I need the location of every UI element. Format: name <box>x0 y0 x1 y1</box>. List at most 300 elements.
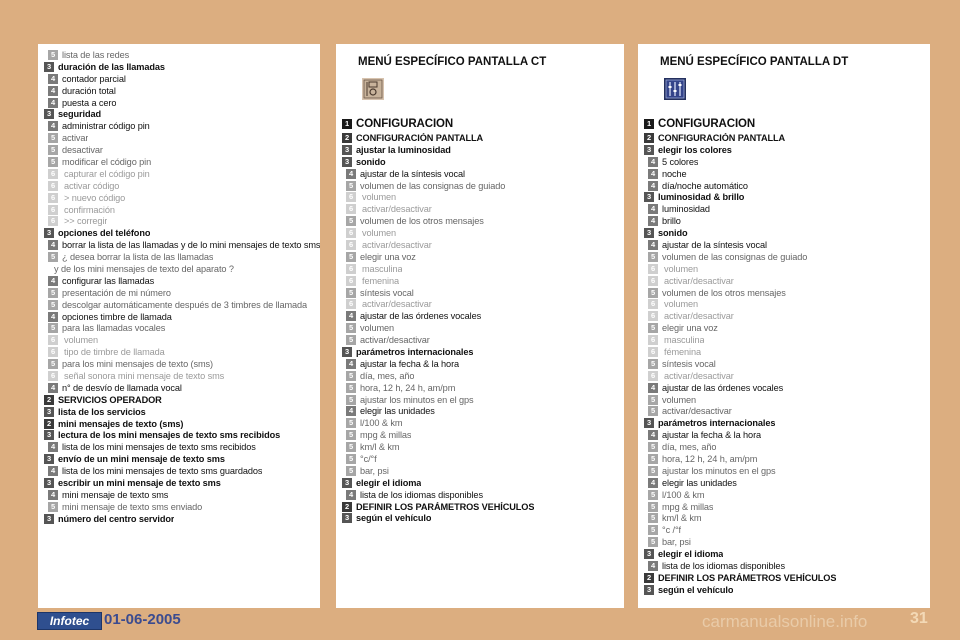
menu-item-label: y de los mini mensajes de texto del aparato ? <box>54 263 234 274</box>
menu-item-label: administrar código pin <box>62 121 150 132</box>
menu-item-label: volumen de las consignas de guiado <box>360 180 506 191</box>
menu-item-label: elegir las unidades <box>662 477 737 488</box>
menu-item-level-4 <box>346 310 624 322</box>
level-badge: 6 <box>346 276 356 286</box>
level-badge: 6 <box>48 181 58 191</box>
menu-item-level-3 <box>44 513 320 525</box>
menu-item-label: noche <box>662 168 687 179</box>
level-badge: 4 <box>48 98 58 108</box>
level-badge: 5 <box>346 442 356 452</box>
level-badge: 5 <box>48 133 58 143</box>
menu-item-level-3 <box>342 477 624 489</box>
menu-item-level-5 <box>648 394 930 406</box>
menu-item-level-4 <box>48 120 320 132</box>
menu-item-level-6 <box>346 275 624 287</box>
level-badge: 3 <box>342 478 352 488</box>
level-badge: 5 <box>48 359 58 369</box>
level-badge: 3 <box>644 549 654 559</box>
menu-item-level-6 <box>48 192 320 204</box>
menu-item-label: sonido <box>658 228 688 239</box>
menu-item-level-1 <box>644 116 930 132</box>
menu-item-level-4 <box>648 215 930 227</box>
menu-item-label: fémenina <box>664 346 701 357</box>
menu-item-level-3 <box>644 227 930 239</box>
menu-item-level-4 <box>346 168 624 180</box>
dt-screen-icon <box>664 78 686 100</box>
menu-item-label: activar/desactivar <box>362 204 432 215</box>
menu-item-level-5 <box>648 524 930 536</box>
menu-item-label: CONFIGURACIÓN PANTALLA <box>356 132 484 143</box>
level-badge: 3 <box>342 157 352 167</box>
watermark: carmanualsonline.info <box>702 612 868 631</box>
level-badge: 5 <box>648 502 658 512</box>
menu-item-label: luminosidad <box>662 204 710 215</box>
level-badge: 4 <box>48 383 58 393</box>
menu-item-level-6 <box>648 298 930 310</box>
level-badge: 4 <box>48 74 58 84</box>
menu-item-label: ajustar de la síntesis vocal <box>662 239 767 250</box>
menu-item-level-4 <box>648 429 930 441</box>
menu-item-label: elegir una voz <box>360 251 416 262</box>
menu-item-level-5 <box>48 299 320 311</box>
level-badge: 2 <box>44 419 54 429</box>
menu-item-label: bar, psi <box>360 465 389 476</box>
menu-item-level-5 <box>346 180 624 192</box>
menu-item-level-5 <box>48 132 320 144</box>
menu-item-label: síntesis vocal <box>360 287 414 298</box>
level-badge: 6 <box>648 311 658 321</box>
menu-item-level-4 <box>48 382 320 394</box>
level-badge: 4 <box>346 311 356 321</box>
menu-item-level-4 <box>648 382 930 394</box>
menu-item-level-5 <box>346 429 624 441</box>
menu-item-level-3 <box>44 453 320 465</box>
level-badge: 6 <box>346 228 356 238</box>
menu-item-label: lista de los servicios <box>58 406 146 417</box>
menu-item-level-5 <box>48 287 320 299</box>
level-badge: 4 <box>648 240 658 250</box>
menu-item-label: °c/°f <box>360 453 377 464</box>
logo-text: Infotec <box>49 614 90 628</box>
menu-item-level-4 <box>48 73 320 85</box>
menu-item-level-4 <box>48 85 320 97</box>
menu-item-level-4 <box>648 203 930 215</box>
level-badge: 4 <box>48 490 58 500</box>
menu-item-label: ajustar la luminosidad <box>356 144 451 155</box>
level-badge: 3 <box>342 145 352 155</box>
menu-item-label: volumen de las consignas de guiado <box>662 251 808 262</box>
menu-item-level-6 <box>648 370 930 382</box>
menu-item-level-5 <box>346 251 624 263</box>
section-title-ct: MENÚ ESPECÍFICO PANTALLA CT <box>358 56 547 68</box>
level-badge: 5 <box>346 383 356 393</box>
menu-item-label: masculina <box>362 263 403 274</box>
menu-item-level-4 <box>346 358 624 370</box>
menu-item-label: volumen <box>362 192 397 203</box>
menu-item-level-5 <box>346 382 624 394</box>
menu-item-level-2 <box>342 501 624 513</box>
menu-item-label: ajustar de las órdenes vocales <box>360 311 482 322</box>
section-title-dt: MENÚ ESPECÍFICO PANTALLA DT <box>660 56 849 68</box>
level-badge: 4 <box>648 216 658 226</box>
menu-item-label: mini mensajes de texto (sms) <box>58 418 184 429</box>
menu-item-level-5 <box>346 370 624 382</box>
menu-item-label: bar, psi <box>662 537 691 548</box>
menu-item-label: lista de los idiomas disponibles <box>360 489 483 500</box>
menu-item-label: sonido <box>356 156 386 167</box>
menu-item-level-3 <box>44 430 320 442</box>
menu-item-level-1 <box>342 116 624 132</box>
infotec-logo <box>37 612 102 630</box>
menu-item-label: duración de las llamadas <box>58 61 165 72</box>
menu-item-label: l/100 & km <box>662 489 705 500</box>
menu-item-label: mini mensaje de texto sms <box>62 489 169 500</box>
level-badge: 5 <box>346 418 356 428</box>
menu-item-level-4 <box>48 97 320 109</box>
menu-item-level-4 <box>648 239 930 251</box>
level-badge: 5 <box>346 430 356 440</box>
menu-item-label: CONFIGURACIÓN PANTALLA <box>658 132 786 143</box>
level-badge: 3 <box>644 585 654 595</box>
menu-item-label: duración total <box>62 85 116 96</box>
level-badge: 6 <box>48 335 58 345</box>
menu-item-level-6 <box>648 263 930 275</box>
menu-item-label: día, mes, año <box>662 442 717 453</box>
menu-item-label: mpg & millas <box>360 430 412 441</box>
menu-item-level-3 <box>44 406 320 418</box>
menu-item-level-6 <box>346 239 624 251</box>
menu-item-level-4 <box>648 156 930 168</box>
level-badge: 1 <box>342 119 352 129</box>
menu-item-label: tipo de timbre de llamada <box>64 347 165 358</box>
menu-item-level-cont <box>38 263 320 275</box>
menu-item-level-5 <box>346 453 624 465</box>
level-badge: 5 <box>648 395 658 405</box>
level-badge: 2 <box>342 133 352 143</box>
menu-item-level-5 <box>48 322 320 334</box>
level-badge: 5 <box>648 406 658 416</box>
level-badge: 5 <box>648 466 658 476</box>
menu-item-level-5 <box>648 287 930 299</box>
menu-item-label: contador parcial <box>62 73 126 84</box>
level-badge: 5 <box>346 288 356 298</box>
menu-item-label: femenina <box>362 275 399 286</box>
level-badge: 6 <box>648 264 658 274</box>
menu-item-level-4 <box>48 465 320 477</box>
menu-item-label: CONFIGURACIÓN <box>658 118 756 130</box>
column-left <box>38 44 320 608</box>
level-badge: 4 <box>48 312 58 322</box>
menu-item-label: elegir las unidades <box>360 406 435 417</box>
menu-item-label: presentación de mi número <box>62 287 171 298</box>
level-badge: 5 <box>48 502 58 512</box>
menu-item-level-4 <box>648 477 930 489</box>
menu-item-label: borrar la lista de las llamadas y de lo mini mensajes de texto sms <box>62 240 320 251</box>
menu-item-level-3 <box>44 61 320 73</box>
menu-item-label: luminosidad & brillo <box>658 192 745 203</box>
level-badge: 5 <box>346 216 356 226</box>
menu-item-level-3 <box>44 477 320 489</box>
menu-item-level-4 <box>48 275 320 287</box>
level-badge: 5 <box>648 454 658 464</box>
level-badge: 4 <box>48 466 58 476</box>
level-badge: 5 <box>648 513 658 523</box>
menu-item-label: CONFIGURACIÓN <box>356 118 454 130</box>
menu-item-label: envío de un mini mensaje de texto sms <box>58 454 225 465</box>
level-badge: 4 <box>346 169 356 179</box>
menu-item-label: > nuevo código <box>64 192 126 203</box>
level-badge: 4 <box>346 406 356 416</box>
level-badge: 4 <box>648 204 658 214</box>
menu-item-label: volumen <box>362 228 397 239</box>
menu-item-level-5 <box>648 536 930 548</box>
menu-item-label: activar <box>62 133 89 144</box>
level-badge: 6 <box>48 371 58 381</box>
menu-item-label: volumen <box>664 263 699 274</box>
level-badge: 6 <box>48 193 58 203</box>
level-badge: 3 <box>44 430 54 440</box>
menu-item-label: >> corregir <box>64 216 108 227</box>
menu-item-level-5 <box>648 441 930 453</box>
level-badge: 3 <box>44 109 54 119</box>
level-badge: 4 <box>48 121 58 131</box>
level-badge: 6 <box>346 192 356 202</box>
menu-item-label: puesta a cero <box>62 97 117 108</box>
menu-item-level-3 <box>644 191 930 203</box>
menu-item-label: lista de los idiomas disponibles <box>662 561 785 571</box>
menu-item-level-4 <box>48 489 320 501</box>
level-badge: 5 <box>346 395 356 405</box>
level-badge: 5 <box>346 181 356 191</box>
level-badge: 4 <box>648 478 658 488</box>
level-badge: 4 <box>648 157 658 167</box>
menu-item-level-6 <box>346 227 624 239</box>
menu-item-label: lectura de los mini mensajes de texto sms recibidos <box>58 430 281 441</box>
menu-item-label: hora, 12 h, 24 h, am/pm <box>360 382 456 393</box>
menu-item-level-6 <box>648 334 930 346</box>
level-badge: 2 <box>44 395 54 405</box>
menu-item-label: 5 colores <box>662 156 699 167</box>
menu-item-label: escribir un mini mensaje de texto sms <box>58 478 221 488</box>
menu-item-label: ajustar de las órdenes vocales <box>662 382 784 393</box>
menu-item-label: opciones del teléfono <box>58 228 151 239</box>
level-badge: 5 <box>48 145 58 155</box>
level-badge: 3 <box>44 228 54 238</box>
menu-item-label: ajustar la fecha & la hora <box>662 430 762 441</box>
menu-item-label: lista de las redes <box>62 49 130 60</box>
level-badge: 4 <box>648 561 658 571</box>
menu-item-label: °c /°f <box>662 525 681 536</box>
menu-item-level-2 <box>44 418 320 430</box>
level-badge: 5 <box>648 525 658 535</box>
level-badge: 5 <box>648 252 658 262</box>
menu-item-level-6 <box>48 215 320 227</box>
menu-item-level-2 <box>342 132 624 144</box>
menu-item-label: capturar el código pin <box>64 168 150 179</box>
menu-item-level-3 <box>644 548 930 560</box>
menu-item-label: día, mes, año <box>360 370 415 381</box>
menu-item-label: volumen de los otros mensajes <box>360 216 484 227</box>
menu-item-label: km/l & km <box>662 513 702 524</box>
menu-item-level-5 <box>648 322 930 334</box>
menu-item-label: elegir el idioma <box>356 477 422 488</box>
menu-item-label: km/l & km <box>360 442 400 453</box>
menu-tree-ct <box>336 109 624 524</box>
menu-tree-left <box>38 44 320 525</box>
menu-item-level-5 <box>346 417 624 429</box>
level-badge: 5 <box>648 442 658 452</box>
menu-item-label: mpg & millas <box>662 501 714 512</box>
menu-item-level-4 <box>48 311 320 323</box>
level-badge: 5 <box>48 50 58 60</box>
level-badge: 3 <box>44 407 54 417</box>
menu-item-label: día/noche automático <box>662 180 748 191</box>
menu-item-label: opciones timbre de llamada <box>62 311 172 322</box>
ct-screen-icon <box>362 78 384 100</box>
level-badge: 6 <box>648 299 658 309</box>
menu-item-label: activar/desactivar <box>360 335 430 346</box>
menu-item-level-5 <box>346 334 624 346</box>
menu-item-label: SERVICIOS OPERADOR <box>58 394 162 405</box>
menu-item-level-5 <box>346 394 624 406</box>
menu-item-label: DEFINIR LOS PARÁMETROS VEHÍCULOS <box>356 501 535 512</box>
level-badge: 5 <box>48 300 58 310</box>
level-badge: 4 <box>48 86 58 96</box>
level-badge: 2 <box>644 133 654 143</box>
level-badge: 4 <box>648 383 658 393</box>
level-badge: 5 <box>48 323 58 333</box>
menu-item-label: ajustar de la síntesis vocal <box>360 168 465 179</box>
level-badge: 4 <box>346 359 356 369</box>
menu-item-level-5 <box>48 156 320 168</box>
menu-item-level-4 <box>346 405 624 417</box>
level-badge: 3 <box>644 145 654 155</box>
menu-item-level-5 <box>48 501 320 513</box>
level-badge: 5 <box>346 454 356 464</box>
level-badge: 3 <box>44 454 54 464</box>
menu-item-level-5 <box>648 358 930 370</box>
menu-item-level-2 <box>644 572 930 584</box>
menu-item-label: ¿ desea borrar la lista de las llamadas <box>62 252 214 263</box>
menu-item-level-6 <box>48 204 320 216</box>
menu-item-level-3 <box>342 346 624 358</box>
menu-item-label: n° de desvío de llamada vocal <box>62 382 182 393</box>
menu-item-label: elegir el idioma <box>658 549 724 560</box>
menu-item-level-6 <box>48 334 320 346</box>
level-badge: 5 <box>648 323 658 333</box>
level-badge: 5 <box>648 288 658 298</box>
menu-item-label: DEFINIR LOS PARÁMETROS VEHÍCULOS <box>658 572 837 583</box>
menu-item-level-4 <box>648 560 930 572</box>
level-badge: 1 <box>644 119 654 129</box>
menu-item-level-3 <box>644 144 930 156</box>
menu-item-label: elegir los colores <box>658 144 732 155</box>
level-badge: 3 <box>342 347 352 357</box>
menu-item-label: volumen <box>662 394 697 405</box>
level-badge: 3 <box>644 228 654 238</box>
level-badge: 3 <box>44 478 54 488</box>
level-badge: 3 <box>342 513 352 523</box>
menu-item-level-6 <box>346 191 624 203</box>
level-badge: 5 <box>346 335 356 345</box>
level-badge: 4 <box>648 169 658 179</box>
level-badge: 4 <box>48 442 58 452</box>
menu-item-level-6 <box>48 370 320 382</box>
menu-item-level-5 <box>648 251 930 263</box>
menu-item-level-5 <box>48 358 320 370</box>
level-badge: 6 <box>648 335 658 345</box>
menu-item-level-6 <box>48 180 320 192</box>
menu-item-label: parámetros internacionales <box>356 346 474 357</box>
menu-item-level-5 <box>648 513 930 525</box>
menu-item-label: descolgar automáticamente después de 3 timbres de llamada <box>62 299 308 310</box>
menu-item-level-6 <box>346 298 624 310</box>
level-badge: 6 <box>48 205 58 215</box>
menu-item-level-5 <box>48 144 320 156</box>
menu-item-level-3 <box>644 584 930 596</box>
level-badge: 4 <box>648 430 658 440</box>
menu-item-label: ajustar los minutos en el gps <box>360 394 474 405</box>
level-badge: 5 <box>346 252 356 262</box>
level-badge: 5 <box>648 490 658 500</box>
menu-item-level-3 <box>44 227 320 239</box>
level-badge: 4 <box>48 276 58 286</box>
level-badge: 2 <box>342 502 352 512</box>
level-badge: 3 <box>44 62 54 72</box>
level-badge: 6 <box>48 169 58 179</box>
menu-item-label: según el vehículo <box>658 584 734 595</box>
level-badge: 6 <box>648 347 658 357</box>
level-badge: 6 <box>648 276 658 286</box>
menu-item-level-5 <box>346 287 624 299</box>
menu-item-level-5 <box>648 405 930 417</box>
menu-item-label: activar/desactivar <box>362 239 432 250</box>
level-badge: 5 <box>648 359 658 369</box>
menu-item-level-5 <box>648 465 930 477</box>
menu-item-label: parámetros internacionales <box>658 418 776 429</box>
menu-item-label: activar/desactivar <box>664 275 734 286</box>
level-badge: 3 <box>44 514 54 524</box>
level-badge: 6 <box>346 264 356 274</box>
menu-item-level-3 <box>342 144 624 156</box>
menu-item-label: modificar el código pin <box>62 156 152 167</box>
menu-item-label: para las llamadas vocales <box>62 323 166 334</box>
menu-item-label: activar código <box>64 180 120 191</box>
menu-item-level-5 <box>48 49 320 61</box>
menu-item-label: activar/desactivar <box>362 299 432 310</box>
level-badge: 6 <box>48 347 58 357</box>
menu-item-label: activar/desactivar <box>664 370 734 381</box>
menu-item-level-5 <box>346 215 624 227</box>
menu-item-level-3 <box>342 156 624 168</box>
menu-item-label: señal sonora mini mensaje de texto sms <box>64 370 225 381</box>
menu-item-label: lista de los mini mensajes de texto sms recibidos <box>62 442 256 453</box>
menu-item-label: volumen <box>64 335 99 346</box>
menu-item-label: ajustar los minutos en el gps <box>662 465 776 476</box>
menu-item-label: mini mensaje de texto sms enviado <box>62 501 203 512</box>
level-badge: 5 <box>346 466 356 476</box>
menu-item-label: según el vehículo <box>356 513 432 524</box>
menu-item-label: configurar las llamadas <box>62 275 155 286</box>
level-badge: 3 <box>644 418 654 428</box>
level-badge: 6 <box>346 299 356 309</box>
menu-item-level-3 <box>44 108 320 120</box>
level-badge: 6 <box>346 240 356 250</box>
menu-item-level-6 <box>48 168 320 180</box>
level-badge: 6 <box>346 204 356 214</box>
menu-item-label: volumen <box>360 323 395 334</box>
menu-item-level-4 <box>648 180 930 192</box>
